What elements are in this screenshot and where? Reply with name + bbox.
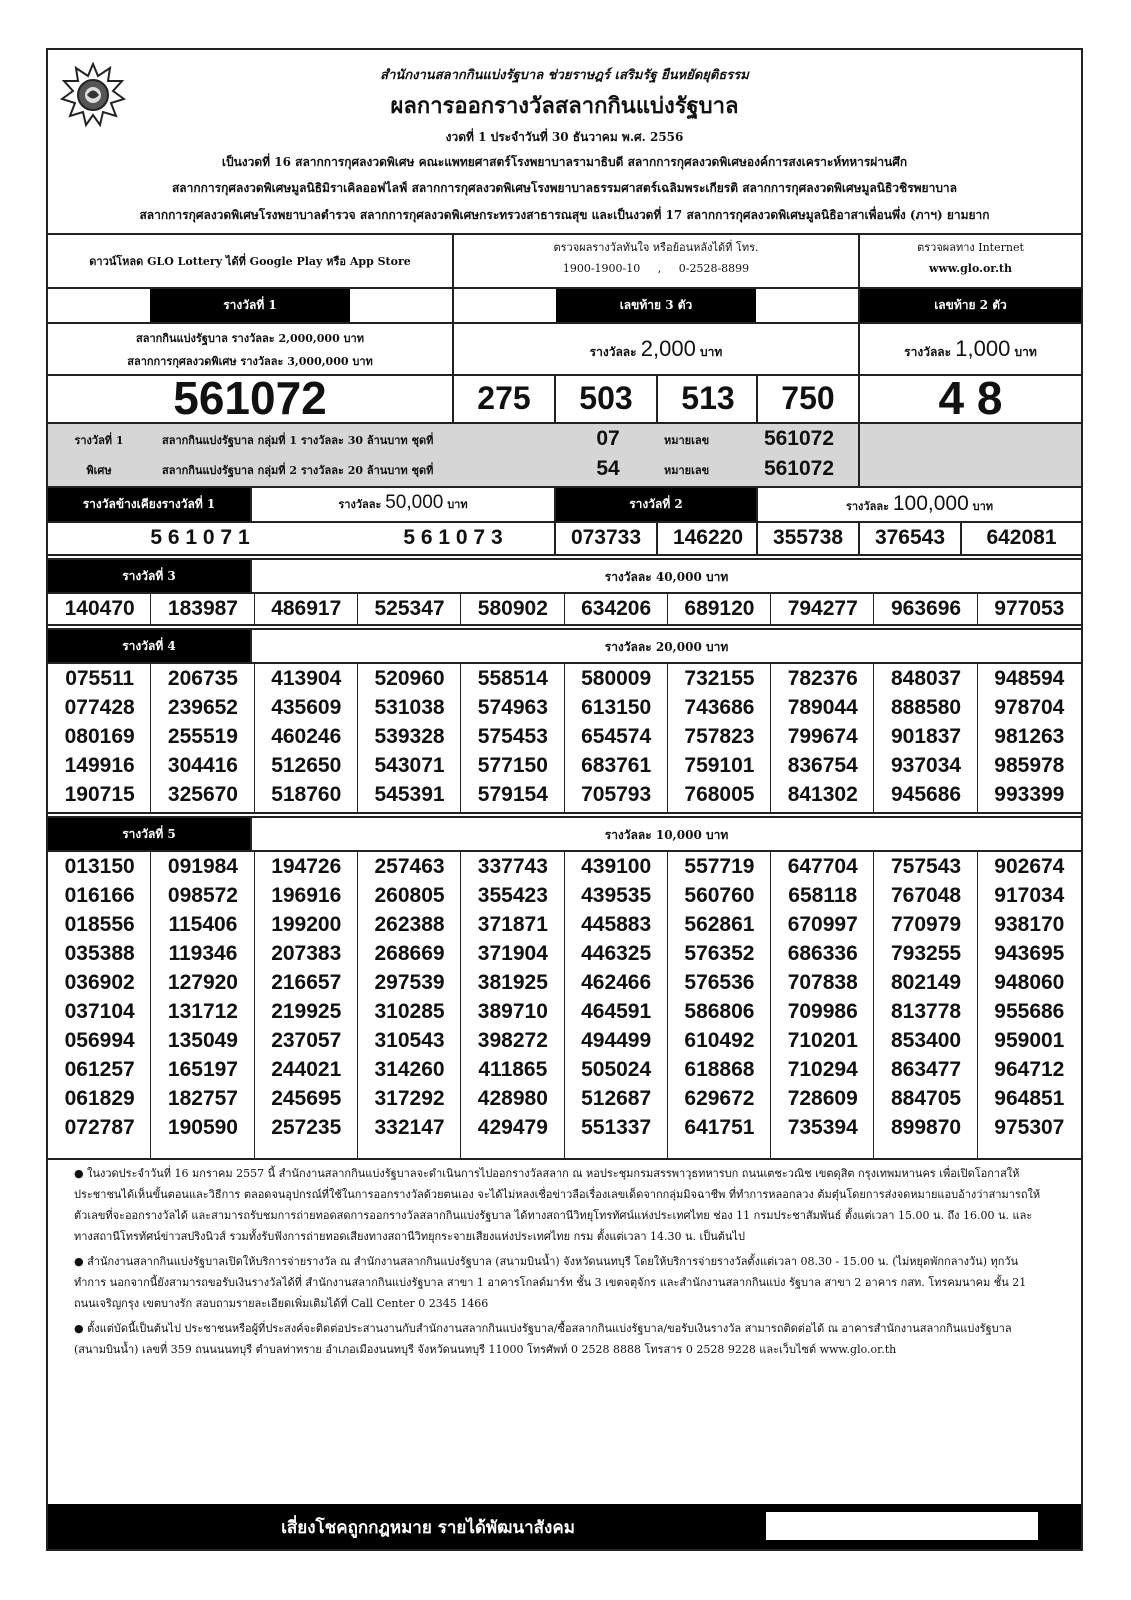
fifth-prize-number: 237057 [271, 1029, 342, 1052]
fourth-prize-number: 654574 [581, 725, 652, 748]
fifth-prize-number: 576352 [684, 942, 755, 965]
notice-paragraph-2: ● สำนักงานสลากกินแบ่งรัฐบาลเปิดให้บริการจ่ายรางวัล ณ สำนักงานสลากกินแบ่งรัฐบาล (สนามบินน้ำ) จังหวัดนนทบุรี โดยให้บริการจ่ายรางวัลตั้งแต่เวลา 08.30 - 15.00 น. (ไม่หยุดพักกลางวัน) ทุกวันทำการ นอกจากนี้ยังสามารถขอรับเงินรางวัลได้ที่ สำนักงานสลากกินแบ่งรัฐบาล สาขา 1 อาคารโกลด์มาร์ท ชั้น 3 เขตจตุจักร และสำนักงานสลากกินแบ่ง รัฐบาล สาขา 2 อาคาร กสท. โทรคมนาคม ชั้น 21 ถนนเจริญกรุง เขตบางรัก สอบถามรายละเอียดเพิ่มเติมได้ที่ Call Center 0 2345 1466 [74, 1255, 1027, 1310]
fifth-prize-number: 863477 [890, 1058, 962, 1081]
special-row-2-set: 54 [596, 457, 620, 480]
last2-prize-unit: บาท [1014, 345, 1037, 359]
fifth-prize-number: 036902 [64, 971, 135, 994]
special-label-2: พิเศษ [86, 464, 112, 477]
fifth-prize-number: 297539 [374, 971, 445, 994]
phone-numbers [454, 262, 858, 275]
fifth-prize-number: 013150 [64, 855, 135, 878]
fourth-prize-number: 325670 [167, 783, 238, 806]
last2-header: เลขท้าย 2 ตัว [860, 289, 1081, 322]
page-title: ผลการออกรางวัลสลากกินแบ่งรัฐบาล [390, 93, 739, 119]
fourth-prize-number: 239652 [167, 696, 238, 719]
fifth-prize-number: 411865 [478, 1058, 548, 1081]
fifth-prize-number: 135049 [167, 1029, 238, 1052]
fifth-prize-number: 610492 [684, 1029, 755, 1052]
fifth-prize-number: 576536 [684, 971, 755, 994]
fifth-prize-number: 446325 [581, 942, 652, 965]
side-prize-number-2: 5 6 1 0 7 3 [403, 526, 503, 549]
fourth-prize-number: 985978 [994, 754, 1065, 777]
fourth-prize-number: 759101 [684, 754, 755, 777]
footer-slogan: เสี่ยงโชคถูกกฎหมาย รายได้พัฒนาสังคม [281, 1518, 575, 1538]
fifth-prize-number: 190590 [167, 1116, 238, 1139]
third-prize-number: 689120 [684, 597, 755, 620]
fourth-prize-number: 512650 [271, 754, 342, 777]
fourth-prize-header: รางวัลที่ 4 [48, 630, 250, 662]
fifth-prize-number: 757543 [890, 855, 962, 878]
fifth-prize-number: 557719 [684, 855, 755, 878]
last3-header: เลขท้าย 3 ตัว [556, 289, 756, 322]
special-prize-blank [860, 424, 1081, 486]
side-prize-unit: บาท [447, 498, 468, 511]
fifth-prize-number: 260805 [374, 884, 445, 907]
last3-number-1: 275 [477, 380, 531, 416]
fifth-prize-number: 686336 [787, 942, 858, 965]
fourth-prize-number: 539328 [374, 725, 445, 748]
fourth-prize-number: 743686 [684, 696, 755, 719]
second-prize-number: 146220 [672, 526, 744, 549]
fifth-prize-number: 802149 [890, 971, 962, 994]
third-prize-number: 525347 [374, 597, 445, 620]
phone-number-1[interactable]: 1900-1900-10 [562, 262, 641, 275]
draw-date: งวดที่ 1 ประจำวันที่ 30 ธันวาคม พ.ศ. 2556 [445, 130, 684, 144]
second-prize-header: รางวัลที่ 2 [556, 488, 756, 521]
fifth-prize-number: 037104 [64, 1000, 135, 1023]
special-row-2-desc: สลากกินแบ่งรัฐบาล กลุ่มที่ 2 รางวัลละ 20 ล้านบาท ชุดที่ [162, 464, 434, 477]
third-prize-number: 486917 [271, 597, 342, 620]
fifth-prize-number: 735394 [787, 1116, 858, 1139]
third-prize-number: 183987 [167, 597, 238, 620]
fourth-prize-number: 901837 [890, 725, 962, 748]
special-row-1-desc: สลากกินแบ่งรัฐบาล กลุ่มที่ 1 รางวัลละ 30 ล้านบาท ชุดที่ [162, 434, 434, 447]
fifth-prize-number: 560760 [684, 884, 755, 907]
last2-prize-amount [860, 336, 1081, 362]
phone-check-label: ตรวจผลรางวัลทันใจ หรือย้อนหลังได้ที่ โทร. [553, 241, 759, 254]
fifth-prize-number: 119346 [168, 942, 238, 965]
special-row-2-num-label: หมายเลข [664, 464, 710, 477]
second-prize-unit: บาท [972, 500, 994, 513]
fourth-prize-number: 304416 [167, 754, 238, 777]
first-prize-desc-2: สลากการกุศลงวดพิเศษ รางวัลละ 3,000,000 บาท [127, 355, 373, 368]
fourth-prize-number: 937034 [890, 754, 962, 777]
fourth-prize-number: 575453 [477, 725, 548, 748]
fourth-prize-number: 841302 [787, 783, 858, 806]
fifth-prize-number: 072787 [64, 1116, 135, 1139]
fifth-prize-number: 884705 [890, 1087, 962, 1110]
last3-number-3: 513 [681, 380, 735, 416]
fifth-prize-number: 710201 [787, 1029, 858, 1052]
fifth-prize-number: 165197 [167, 1058, 238, 1081]
fifth-prize-number: 091984 [167, 855, 238, 878]
fifth-prize-number: 770979 [890, 913, 962, 936]
fifth-prize-number: 445883 [581, 913, 652, 936]
fifth-prize-number: 899870 [890, 1116, 962, 1139]
fifth-prize-number: 853400 [890, 1029, 962, 1052]
fifth-prize-number: 793255 [890, 942, 962, 965]
fourth-prize-number: 613150 [581, 696, 652, 719]
fifth-prize-number: 964712 [994, 1058, 1065, 1081]
fifth-prize-number: 551337 [581, 1116, 652, 1139]
fifth-prize-number: 216657 [271, 971, 342, 994]
fourth-prize-number: 948594 [994, 667, 1065, 690]
fifth-prize-number: 310543 [374, 1029, 445, 1052]
special-label-1: รางวัลที่ 1 [74, 434, 124, 447]
org-slogan: สำนักงานสลากกินแบ่งรัฐบาล ช่วยราษฎร์ เสริมรัฐ ยืนหยัดยุติธรรม [380, 68, 749, 83]
second-prize-number: 642081 [986, 526, 1057, 549]
fifth-prize-number: 194726 [271, 855, 342, 878]
fifth-prize-number: 371904 [477, 942, 548, 965]
fourth-prize-number: 945686 [890, 783, 962, 806]
fifth-prize-number: 562861 [684, 913, 755, 936]
internet-check-label: ตรวจผลทาง Internet [917, 241, 1024, 254]
third-prize-header: รางวัลที่ 3 [48, 560, 250, 592]
footer-blank-box [766, 1512, 1038, 1540]
fourth-prize-number: 255519 [167, 725, 238, 748]
special-row-1-set: 07 [596, 427, 620, 450]
fourth-prize-number: 190715 [64, 783, 135, 806]
fifth-prize-number: 429479 [477, 1116, 548, 1139]
fourth-prize-number: 978704 [994, 696, 1065, 719]
fifth-prize-number: 955686 [994, 1000, 1065, 1023]
fifth-prize-number: 035388 [64, 942, 135, 965]
fifth-prize-number: 131712 [167, 1000, 238, 1023]
fourth-prize-number: 531038 [374, 696, 445, 719]
third-prize-number: 963696 [890, 597, 962, 620]
second-prize-value: 100,000 [892, 492, 969, 515]
last3-prize-value: 2,000 [640, 336, 696, 361]
second-prize-number: 376543 [874, 526, 946, 549]
fifth-prize-number: 709986 [787, 1000, 858, 1023]
fifth-prize-amount: รางวัลละ 10,000 บาท [604, 828, 729, 842]
fifth-prize-number: 647704 [787, 855, 858, 878]
fifth-prize-number: 964851 [994, 1087, 1065, 1110]
fifth-prize-number: 658118 [788, 884, 858, 907]
fifth-prize-number: 813778 [890, 1000, 962, 1023]
third-prize-number: 580902 [477, 597, 548, 620]
fourth-prize-number: 577150 [477, 754, 548, 777]
fourth-prize-number: 545391 [374, 783, 445, 806]
special-row-1-num-label: หมายเลข [664, 434, 710, 447]
fifth-prize-number: 505024 [581, 1058, 652, 1081]
side-prize-value: 50,000 [385, 492, 444, 513]
fifth-prize-number: 917034 [994, 884, 1065, 907]
fifth-prize-number: 462466 [581, 971, 652, 994]
first-prize-number: 561072 [173, 374, 327, 422]
fifth-prize-number: 707838 [787, 971, 858, 994]
second-prize-prefix: รางวัลละ [845, 500, 889, 513]
fourth-prize-number: 460246 [271, 725, 342, 748]
special-row-1-number: 561072 [763, 427, 835, 450]
fourth-prize-number: 080169 [64, 725, 135, 748]
last3-prize-unit: บาท [700, 345, 723, 359]
fourth-prize-amount: รางวัลละ 20,000 บาท [604, 640, 729, 654]
second-prize-amount [758, 492, 1081, 516]
notice-paragraph-3: ● ตั้งแต่บัดนี้เป็นต้นไป ประชาชนหรือผู้ที่ประสงค์จะติดต่อประสานงานกับสำนักงานสลากกินแบ่งรัฐบาล/ซื้อสลากกินแบ่งรัฐบาล/ขอรับเงินรางวัล สามารถติดต่อได้ ณ อาคารสำนักงานสลากกินแบ่งรัฐบาล (สนามบินน้ำ) เลขที่ 359 ถนนนนทบุรี ตำบลท่าทราย อำเภอเมืองนนทบุรี จังหวัดนนทบุรี 11000 โทรศัพท์ 0 2528 8888 โทรสาร 0 2528 9228 และเว็บไซต์ www.glo.or.th [74, 1322, 1012, 1356]
fourth-prize-number: 799674 [787, 725, 858, 748]
third-prize-amount: รางวัลละ 40,000 บาท [604, 570, 729, 584]
fourth-prize-number: 888580 [890, 696, 962, 719]
notice-paragraph-1: ● ในงวดประจำวันที่ 16 มกราคม 2557 นี้ สำนักงานสลากกินแบ่งรัฐบาลจะดำเนินการไปออกรางวัลสลาก ณ หอประชุมกรมสรรพาวุธทหารบก ถนนเตชะวณิช เขตดุสิต กรุงเทพมหานคร เพื่อเปิดโอกาสให้ประชาชนได้เห็นขั้นตอนและวิธีการ ตลอดจนอุปกรณ์ที่ใช้ในการออกรางวัลด้วยตนเอง จะได้ไม่หลงเชื่อข่าวลือเรื่องเลขเด็ดจากกลุ่มมิจฉาชีพ ที่ทำการหลอกลวง ต้มตุ๋นโดยการส่งจดหมายแอบอ้างว่าสามารถให้ตัวเลขที่จะออกรางวัลได้ และสามารถรับชมการถ่ายทอดสดการออกรางวัลสลากกินแบ่งรัฐบาล ได้ทางสถานีวิทยุโทรทัศน์แห่งประเทศไทย ช่อง 11 กรมประชาสัมพันธ์ ตั้งแต่เวลา 15.00 น. ถึง 16.00 น. และทางสถานีโทรทัศน์ข่าวสปริงนิวส์ รวมทั้งรับฟังการถ่ายทอดเสียงทางสถานีวิทยุกระจายเสียงแห่งประเทศไทย กรม ตั้งแต่เวลา 14.30 น. เป็นต้นไป [74, 1167, 1041, 1243]
side-prize-amount [252, 492, 554, 514]
fifth-prize-number: 098572 [167, 884, 238, 907]
side-prize-number-1: 5 6 1 0 7 1 [150, 526, 250, 549]
fourth-prize-number: 705793 [581, 783, 652, 806]
third-prize-number: 140470 [64, 597, 135, 620]
fourth-prize-number: 683761 [581, 754, 652, 777]
third-prize-number: 794277 [787, 597, 858, 620]
fifth-prize-number: 381925 [477, 971, 548, 994]
fifth-prize-number: 618868 [684, 1058, 755, 1081]
last3-prize-prefix: รางวัลละ [589, 345, 637, 359]
fifth-prize-number: 182757 [167, 1087, 238, 1110]
last3-number-2: 503 [579, 380, 633, 416]
fourth-prize-number: 782376 [787, 667, 858, 690]
fifth-prize-number: 310285 [374, 1000, 445, 1023]
fifth-prize-number: 948060 [994, 971, 1065, 994]
side-prize-prefix: รางวัลละ [338, 498, 382, 511]
fifth-prize-number: 975307 [994, 1116, 1065, 1139]
fifth-prize-number: 670997 [787, 913, 858, 936]
fifth-prize-number: 016166 [64, 884, 135, 907]
website-link[interactable]: www.glo.or.th [928, 262, 1012, 275]
fourth-prize-number: 206735 [167, 667, 238, 690]
fifth-prize-number: 464591 [581, 1000, 652, 1023]
fifth-prize-number: 355423 [477, 884, 548, 907]
fifth-prize-number: 728609 [787, 1087, 858, 1110]
fifth-prize-number: 061257 [64, 1058, 135, 1081]
fifth-prize-number: 586806 [684, 1000, 755, 1023]
third-prize-number: 977053 [994, 597, 1065, 620]
fifth-prize-number: 389710 [477, 1000, 548, 1023]
charity-line-3: สลากการกุศลงวดพิเศษโรงพยาบาลตำรวจ สลากการกุศลงวดพิเศษกระทรวงสาธารณสุข และเป็นงวดที่ 17 สลากการกุศลงวดพิเศษมูลนิธิอาสาเพื่อนพึ่ง (ภาฯ) ยามยาก [139, 208, 990, 222]
fifth-prize-number: 337743 [477, 855, 548, 878]
second-prize-number: 073733 [570, 526, 642, 549]
fourth-prize-number: 993399 [994, 783, 1065, 806]
last2-number: 4 8 [938, 374, 1003, 422]
charity-line-2: สลากการกุศลงวดพิเศษมูลนิธิมิราเคิลออฟไลฟ์ สลากการกุศลงวดพิเศษโรงพยาบาลธรรมศาสตร์เฉลิมพระเกียรติ สลากการกุศลงวดพิเศษมูลนิธิวชิรพยาบาล [171, 181, 958, 195]
fourth-prize-number: 981263 [994, 725, 1065, 748]
third-prize-number: 634206 [581, 597, 652, 620]
fifth-prize-number: 439100 [581, 855, 652, 878]
fifth-prize-number: 219925 [271, 1000, 342, 1023]
fourth-prize-number: 077428 [64, 696, 135, 719]
fourth-prize-number: 757823 [684, 725, 755, 748]
fourth-prize-number: 574963 [477, 696, 548, 719]
fifth-prize-number: 262388 [374, 913, 445, 936]
fifth-prize-number: 943695 [994, 942, 1065, 965]
fourth-prize-number: 768005 [684, 783, 755, 806]
fifth-prize-number: 494499 [581, 1029, 652, 1052]
fourth-prize-number: 518760 [271, 783, 342, 806]
fourth-prize-number: 543071 [374, 754, 445, 777]
fifth-prize-number: 959001 [994, 1029, 1065, 1052]
fifth-prize-number: 268669 [374, 942, 445, 965]
download-app-text: ดาวน์โหลด GLO Lottery ได้ที่ Google Play หรือ App Store [89, 255, 411, 268]
fourth-prize-number: 732155 [684, 667, 755, 690]
fourth-prize-number: 836754 [787, 754, 858, 777]
first-prize-header: รางวัลที่ 1 [150, 289, 350, 322]
fifth-prize-number: 245695 [271, 1087, 342, 1110]
fifth-prize-number: 127920 [167, 971, 238, 994]
charity-line-1: เป็นงวดที่ 16 สลากการกุศลงวดพิเศษ คณะแพทยศาสตร์โรงพยาบาลรามาธิบดี สลากการกุศลงวดพิเศษองค์การสงเคราะห์ทหารผ่านศึก [221, 155, 908, 169]
fourth-prize-number: 579154 [477, 783, 548, 806]
fourth-prize-number: 149916 [64, 754, 135, 777]
fourth-prize-number: 789044 [787, 696, 858, 719]
last3-number-4: 750 [781, 380, 835, 416]
side-prize-header: รางวัลข้างเคียงรางวัลที่ 1 [48, 488, 250, 521]
fifth-prize-number: 257463 [374, 855, 445, 878]
fifth-prize-number: 196916 [271, 884, 342, 907]
fifth-prize-number: 629672 [684, 1087, 755, 1110]
fifth-prize-number: 314260 [374, 1058, 445, 1081]
fifth-prize-number: 207383 [271, 942, 342, 965]
fifth-prize-number: 199200 [271, 913, 342, 936]
fifth-prize-number: 244021 [271, 1058, 342, 1081]
fourth-prize-number: 413904 [271, 667, 342, 690]
fifth-prize-number: 018556 [64, 913, 135, 936]
fifth-prize-number: 902674 [994, 855, 1065, 878]
lottery-results-sheet [46, 48, 1083, 1551]
fourth-prize-number: 520960 [374, 667, 445, 690]
fifth-prize-number: 371871 [477, 913, 548, 936]
last3-prize-amount [454, 336, 858, 362]
fifth-prize-number: 317292 [374, 1087, 445, 1110]
fifth-prize-header: รางวัลที่ 5 [48, 818, 250, 850]
first-prize-desc-1: สลากกินแบ่งรัฐบาล รางวัลละ 2,000,000 บาท [136, 332, 364, 345]
fifth-prize-number: 061829 [64, 1087, 135, 1110]
fifth-prize-number: 428980 [477, 1087, 548, 1110]
fourth-prize-number: 848037 [890, 667, 962, 690]
fourth-prize-number: 558514 [477, 667, 548, 690]
fifth-prize-number: 257235 [271, 1116, 342, 1139]
special-row-2-number: 561072 [763, 457, 835, 480]
notice-section [48, 1163, 1081, 1360]
fifth-prize-number: 767048 [890, 884, 962, 907]
fifth-prize-number: 641751 [684, 1116, 755, 1139]
fifth-prize-number: 398272 [477, 1029, 548, 1052]
fifth-prize-number: 938170 [994, 913, 1065, 936]
fifth-prize-number: 710294 [787, 1058, 858, 1081]
phone-number-2[interactable]: 0-2528-8899 [678, 262, 750, 275]
last2-prize-value: 1,000 [955, 336, 1011, 361]
fifth-prize-number: 332147 [374, 1116, 445, 1139]
fifth-prize-number: 115406 [168, 913, 238, 936]
fourth-prize-number: 580009 [581, 667, 652, 690]
fifth-prize-number: 512687 [581, 1087, 652, 1110]
fourth-prize-number: 075511 [65, 667, 135, 690]
fifth-prize-number: 056994 [64, 1029, 135, 1052]
phone-separator: , [657, 262, 662, 275]
fourth-prize-number: 435609 [271, 696, 342, 719]
second-prize-number: 355738 [772, 526, 844, 549]
fifth-prize-number: 439535 [581, 884, 652, 907]
last2-prize-prefix: รางวัลละ [904, 345, 952, 359]
